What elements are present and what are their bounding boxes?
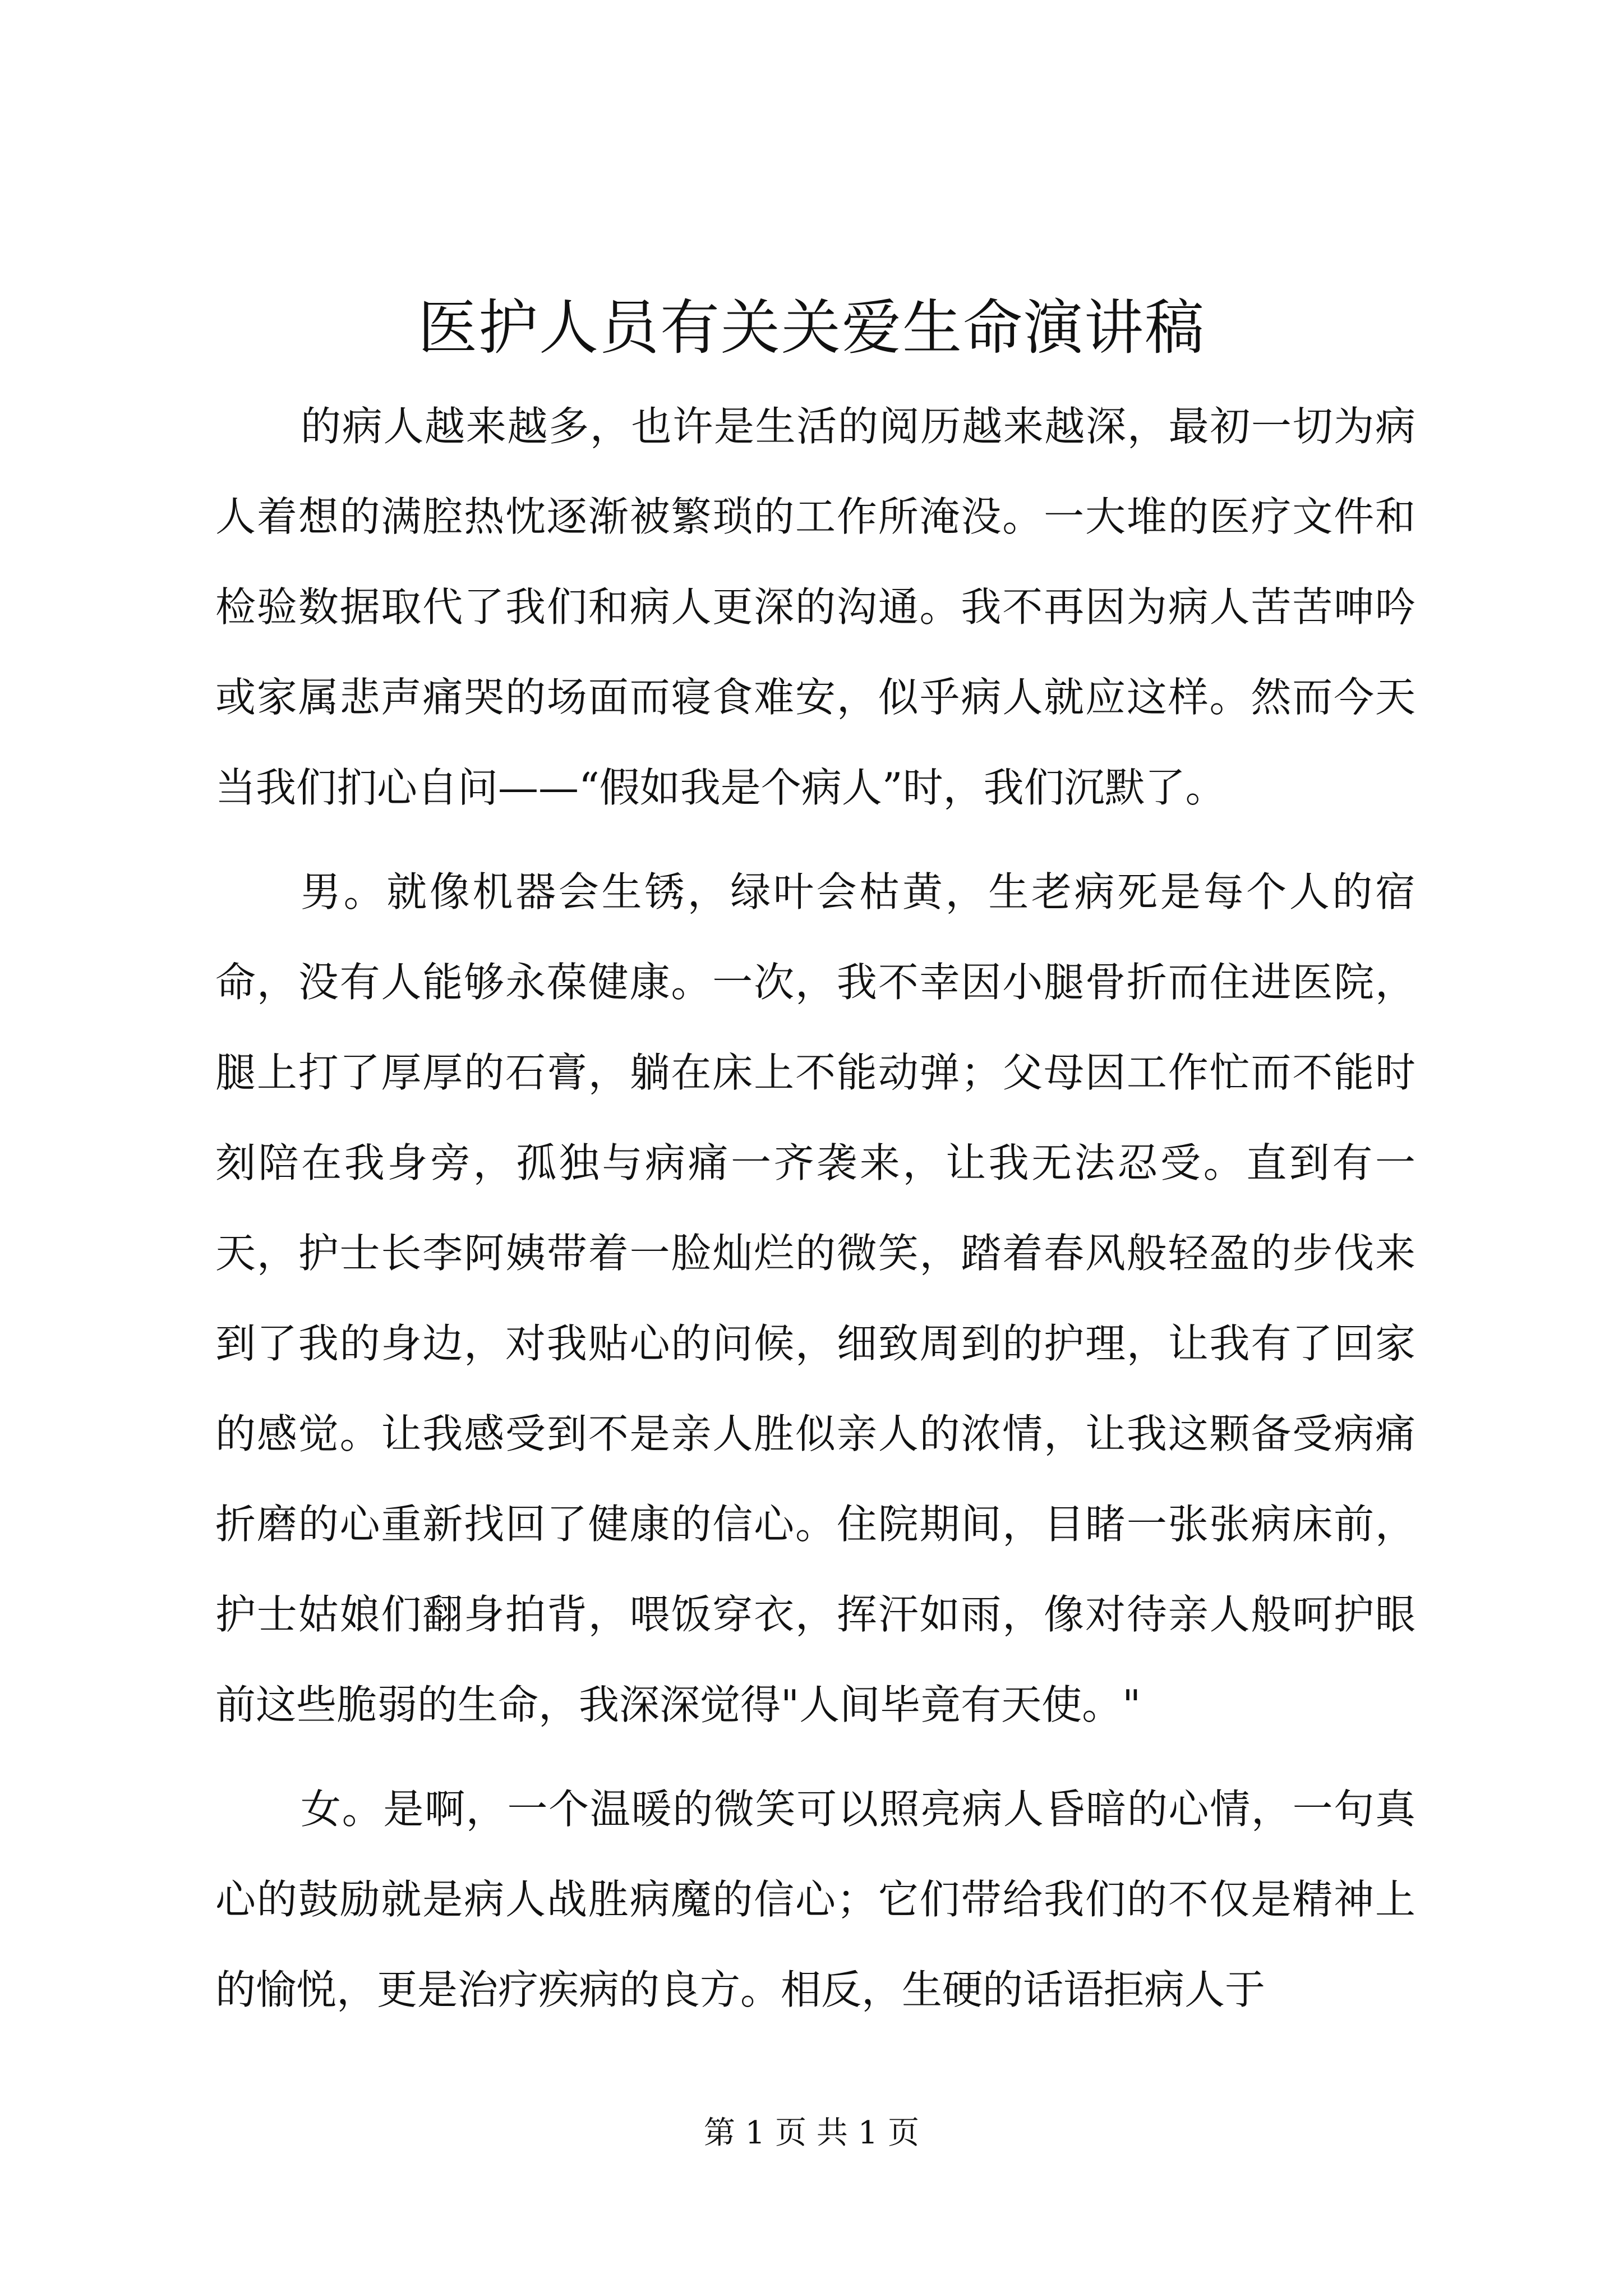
document-title: 医护人员有关关爱生命演讲稿: [418, 293, 1205, 362]
document-body: [215, 381, 1415, 2035]
paragraph-1: 的病人越来越多，也许是生活的阅历越来越深，最初一切为病人着想的满腔热忱逐渐被繁琐的工作所淹没。一大堆的医疗文件和检验数据取代了我们和病人更深的沟通。我不再因为病人苦苦呻吟或家属悲声痛哭的场面而寝食难安，似乎病人就应这样。然而今天当我们扪心自问——“假如我是个病人”时，我们沉默了。: [215, 403, 1415, 811]
paragraph-3: 女。是啊，一个温暖的微笑可以照亮病人昏暗的心情，一句真心的鼓励就是病人战胜病魔的信心；它们带给我们的不仅是精神上的愉悦，更是治疗疾病的良方。相反，生硬的话语拒病人于: [215, 1786, 1415, 2013]
paragraph-2: 男。就像机器会生锈，绿叶会枯黄，生老病死是每个人的宿命，没有人能够永葆健康。一次，我不幸因小腿骨折而住进医院，腿上打了厚厚的石膏，躺在床上不能动弹；父母因工作忙而不能时刻陪在我身旁，孤独与病痛一齐袭来，让我无法忍受。直到有一天，护士长李阿姨带着一脸灿烂的微笑，踏着春风般轻盈的步伐来到了我的身边，对我贴心的问候，细致周到的护理，让我有了回家的感觉。让我感受到不是亲人胜似亲人的浓情，让我这颗备受病痛折磨的心重新找回了健康的信心。住院期间，目睹一张张病床前，护士姑娘们翻身拍背，喂饭穿衣，挥汗如雨，像对待亲人般呵护眼前这些脆弱的生命，我深深觉得"人间毕竟有天使。": [215, 868, 1415, 1728]
page-footer: 第 1 页 共 1 页: [703, 2115, 920, 2151]
